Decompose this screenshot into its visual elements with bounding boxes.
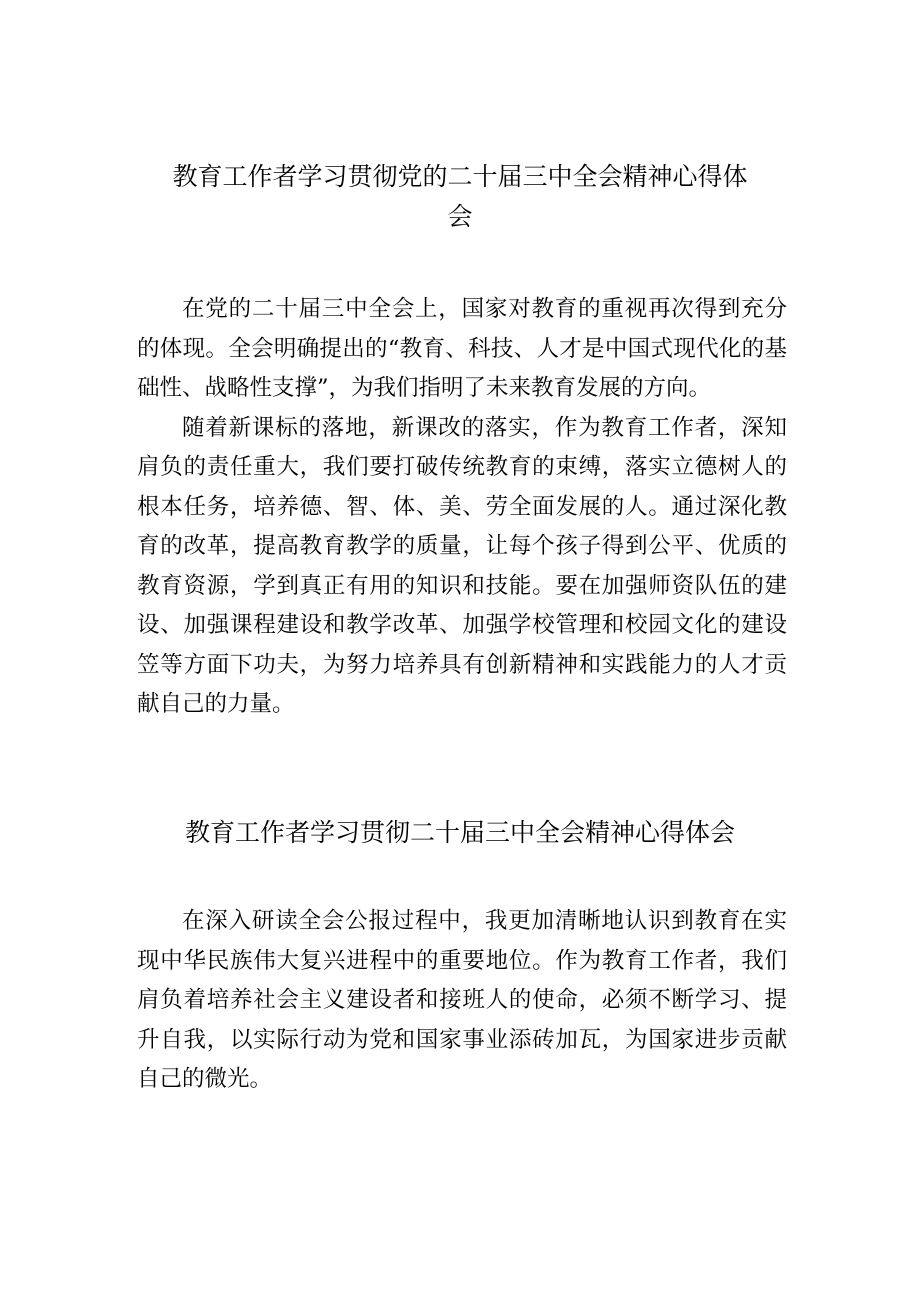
article-2-paragraph-1: 在深入研读全会公报过程中，我更加清晰地认识到教育在实现中华民族伟大复兴进程中的重要地位。作为教育工作者，我们肩负着培养社会主义建设者和接班人的使命，必须不断学习、提升自我，以实际行动为党和国家事业添砖加瓦，为国家进步贡献自己的微光。 <box>137 908 787 1092</box>
article-1-title <box>130 157 790 237</box>
article-1-body <box>137 290 787 725</box>
article-1-title-line-1: 教育工作者学习贯彻党的二十届三中全会精神心得体 <box>172 162 748 191</box>
article-1-title-line-2: 会 <box>447 202 473 231</box>
article-1-paragraph-2: 随着新课标的落地，新课改的落实，作为教育工作者，深知肩负的责任重大，我们要打破传统教育的束缚，落实立德树人的根本任务，培养德、智、体、美、劳全面发展的人。通过深化教育的改革，提高教育教学的质量，让每个孩子得到公平、优质的教育资源，学到真正有用的知识和技能。要在加强师资队伍的建设、加强课程建设和教学改革、加强学校管理和校园文化的建设笠等方面下功夫，为努力培养具有创新精神和实践能力的人才贡献自己的力量。 <box>137 414 787 717</box>
article-2-title: 教育工作者学习贯彻二十届三中全会精神心得体会 <box>184 818 735 847</box>
article-2-body <box>137 902 787 1100</box>
article-1-paragraph-1: 在党的二十届三中全会上，国家对教育的重视再次得到充分的体现。全会明确提出的“教育、科技、人才是中国式现代化的基础性、战略性支撑”，为我们指明了未来教育发展的方向。 <box>137 296 787 401</box>
